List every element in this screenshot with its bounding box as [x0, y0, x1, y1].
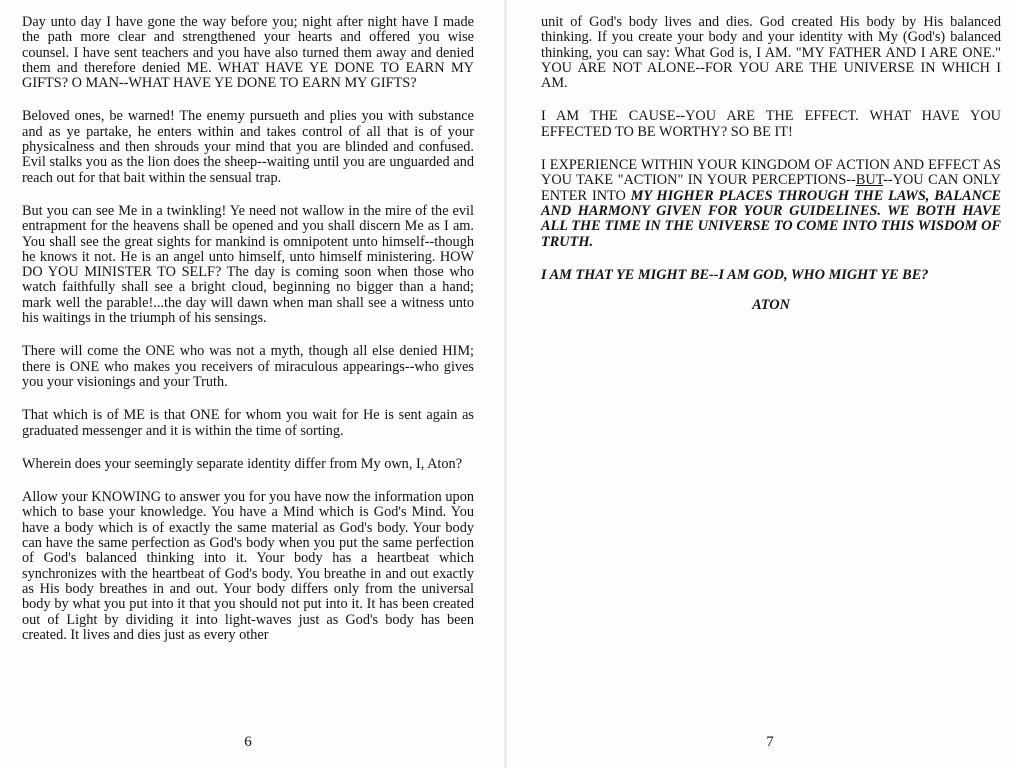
left-page — [0, 0, 505, 768]
right-page-text — [541, 15, 1001, 313]
paragraph: But you can see Me in a twinkling! Ye need not wallow in the mire of the evil entrapment for the heavens shall be opened and you shall discern Me as I am. You shall see the great sights for mankind is omnipotent unto himself--though he knows it not. He is an angel unto himself, unto himself ministering. HOW DO YOU MINISTER TO SELF? The day is coming soon when those who watch faithfully shall see a bright cloud, beginning no bigger than a hand; mark well the parable!...the day will dawn when man shall see a witness unto his waitings in the triumph of his sensings. — [22, 202, 474, 327]
closing-line: I AM THAT YE MIGHT BE--I AM GOD, WHO MIGHT YE BE? — [541, 266, 929, 283]
paragraph: Allow your KNOWING to answer you for you have now the information upon which to base your knowledge. You have a Mind which is God's Mind. You have a body which is of exactly the same material as God's body. Your body can have the same perfection as God's body when you put the same perfection of God's balanced thinking into it. Your body has a heartbeat which synchronizes with the heartbeat of God's body. You breathe in and out exactly as His body breathes in and out. Your body differs only from the universal body by what you put into it that you should not put into it. It has been created out of Light by dividing it into light-waves just as God's body has been created. It lives and dies just as every other — [22, 489, 474, 643]
paragraph-emphasis — [541, 158, 1001, 250]
underlined-word: BUT — [855, 172, 884, 189]
right-page — [507, 0, 1014, 768]
page-number-left: 6 — [244, 734, 252, 750]
signature: ATON — [752, 297, 790, 314]
paragraph: Day unto day I have gone the way before you; night after night have I made the path more clear and strengthened your hearts and offered you wise counsel. I have sent teachers and you have also turned them away and denied them and therefore denied ME. WHAT HAVE YE DONE TO EARN MY GIFTS? O MAN--WHAT HAVE YE DONE TO EARN MY GIFTS? — [22, 14, 474, 92]
paragraph: I AM THE CAUSE--YOU ARE THE EFFECT. WHAT HAVE YOU EFFECTED TO BE WORTHY? SO BE IT! — [541, 108, 1001, 140]
paragraph: Wherein does your seemingly separate identity differ from My own, I, Aton? — [22, 455, 463, 472]
page-number-right: 7 — [766, 734, 774, 750]
left-page-text — [22, 15, 474, 661]
text-run: --YOU CAN ONLY ENTER INTO — [541, 172, 1002, 204]
text-run: I EXPERIENCE WITHIN YOUR KINGDOM OF ACTION AND EFFECT AS YOU TAKE "ACTION" IN YOUR PERCEPTIONS-- — [541, 157, 1001, 189]
paragraph: That which is of ME is that ONE for whom you wait for He is sent again as graduated messenger and it is within the time of sorting. — [22, 407, 474, 439]
paragraph: Beloved ones, be warned! The enemy pursueth and plies you with substance and as ye partake, he enters within and takes control of all that is of your physicalness and then shrouds your mind that you are blinded and confused. Evil stalks you as the lion does the sheep--waiting until you are unguarded and reach out for that bait within the sensual trap. — [22, 108, 474, 186]
emphasis-text: MY HIGHER PLACES THROUGH THE LAWS, BALANCE AND HARMONY GIVEN FOR YOUR GUIDELINES. WE BOTH HAVE ALL THE TIME IN THE UNIVERSE TO COME INTO THIS WISDOM OF TRUTH. — [541, 187, 1001, 250]
paragraph: There will come the ONE who was not a myth, though all else denied HIM; there is ONE who makes you receivers of miraculous appearings--who gives you your visionings and your Truth. — [22, 343, 474, 390]
paragraph: unit of God's body lives and dies. God created His body by His balanced thinking. If you create your body and your identity with My (God's) balanced thinking, you can say: What God is, I AM. "MY FATHER AND I ARE ONE." YOU ARE NOT ALONE--FOR YOU ARE THE UNIVERSE IN WHICH I AM. — [541, 14, 1001, 92]
